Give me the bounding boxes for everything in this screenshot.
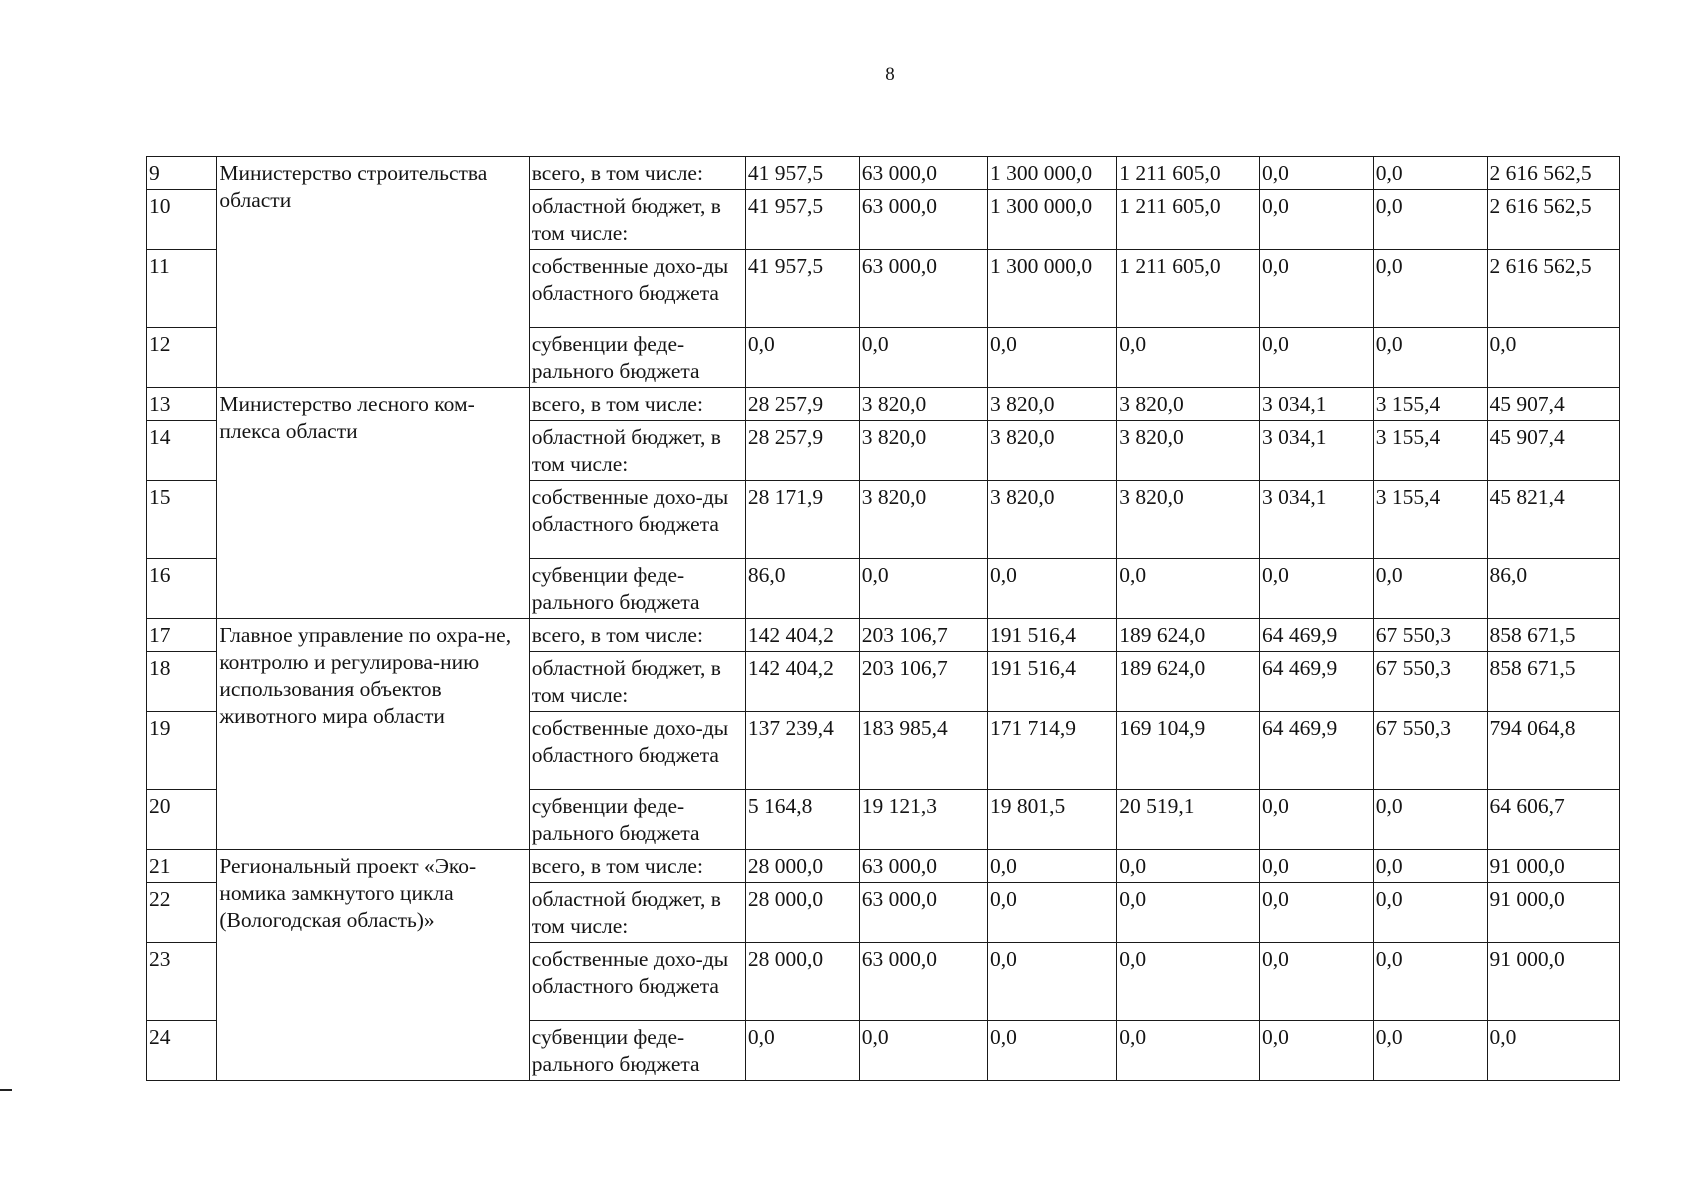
- year-value: 19 121,3: [859, 790, 987, 850]
- table-row: [147, 850, 1620, 883]
- funding-source: областной бюджет, в том числе:: [529, 421, 745, 481]
- year-value: 20 519,1: [1117, 790, 1260, 850]
- year-value: 3 820,0: [1117, 481, 1260, 559]
- year-value: 0,0: [1259, 1021, 1373, 1081]
- year-value: 28 257,9: [745, 421, 859, 481]
- year-value: 63 000,0: [859, 157, 987, 190]
- year-value: 3 034,1: [1259, 421, 1373, 481]
- department-name: Министерство строительства области: [217, 157, 529, 388]
- year-value: 0,0: [1117, 943, 1260, 1021]
- year-value: 41 957,5: [745, 190, 859, 250]
- year-value: 1 300 000,0: [987, 250, 1116, 328]
- row-number: 13: [147, 388, 217, 421]
- year-value: 0,0: [859, 328, 987, 388]
- total-value: 91 000,0: [1487, 850, 1619, 883]
- year-value: 63 000,0: [859, 883, 987, 943]
- funding-source: областной бюджет, в том числе:: [529, 652, 745, 712]
- year-value: 0,0: [987, 559, 1116, 619]
- total-value: 64 606,7: [1487, 790, 1619, 850]
- year-value: 64 469,9: [1259, 712, 1373, 790]
- year-value: 0,0: [1117, 1021, 1260, 1081]
- total-value: 45 907,4: [1487, 388, 1619, 421]
- row-number: 20: [147, 790, 217, 850]
- year-value: 189 624,0: [1117, 652, 1260, 712]
- year-value: 142 404,2: [745, 619, 859, 652]
- funding-source: субвенции феде-рального бюджета: [529, 1021, 745, 1081]
- year-value: 0,0: [1117, 559, 1260, 619]
- year-value: 3 034,1: [1259, 481, 1373, 559]
- year-value: 67 550,3: [1373, 619, 1487, 652]
- funding-source: всего, в том числе:: [529, 388, 745, 421]
- year-value: 3 155,4: [1373, 388, 1487, 421]
- total-value: 2 616 562,5: [1487, 250, 1619, 328]
- year-value: 1 211 605,0: [1117, 250, 1260, 328]
- year-value: 1 300 000,0: [987, 190, 1116, 250]
- funding-source: субвенции феде-рального бюджета: [529, 790, 745, 850]
- year-value: 41 957,5: [745, 250, 859, 328]
- row-number: 18: [147, 652, 217, 712]
- year-value: 0,0: [1259, 790, 1373, 850]
- row-number: 11: [147, 250, 217, 328]
- department-name: Министерство лесного ком-плекса области: [217, 388, 529, 619]
- funding-source: всего, в том числе:: [529, 850, 745, 883]
- row-number: 21: [147, 850, 217, 883]
- year-value: 0,0: [1373, 157, 1487, 190]
- funding-source: субвенции феде-рального бюджета: [529, 328, 745, 388]
- year-value: 64 469,9: [1259, 652, 1373, 712]
- year-value: 0,0: [1117, 850, 1260, 883]
- year-value: 0,0: [1373, 559, 1487, 619]
- total-value: 86,0: [1487, 559, 1619, 619]
- year-value: 0,0: [987, 943, 1116, 1021]
- year-value: 28 257,9: [745, 388, 859, 421]
- year-value: 0,0: [1259, 250, 1373, 328]
- year-value: 64 469,9: [1259, 619, 1373, 652]
- year-value: 183 985,4: [859, 712, 987, 790]
- year-value: 3 155,4: [1373, 421, 1487, 481]
- year-value: 63 000,0: [859, 250, 987, 328]
- funding-source: собственные дохо-ды областного бюджета: [529, 712, 745, 790]
- year-value: 0,0: [1117, 328, 1260, 388]
- funding-source: собственные дохо-ды областного бюджета: [529, 943, 745, 1021]
- total-value: 45 821,4: [1487, 481, 1619, 559]
- table-row: [147, 619, 1620, 652]
- year-value: 0,0: [1373, 190, 1487, 250]
- year-value: 0,0: [1259, 883, 1373, 943]
- year-value: 3 820,0: [987, 481, 1116, 559]
- year-value: 28 000,0: [745, 883, 859, 943]
- funding-source: субвенции феде-рального бюджета: [529, 559, 745, 619]
- year-value: 63 000,0: [859, 850, 987, 883]
- row-number: 14: [147, 421, 217, 481]
- row-number: 24: [147, 1021, 217, 1081]
- total-value: 0,0: [1487, 1021, 1619, 1081]
- year-value: 0,0: [1259, 328, 1373, 388]
- year-value: 0,0: [1373, 1021, 1487, 1081]
- margin-mark: [0, 1089, 12, 1091]
- year-value: 67 550,3: [1373, 652, 1487, 712]
- year-value: 28 171,9: [745, 481, 859, 559]
- year-value: 19 801,5: [987, 790, 1116, 850]
- year-value: 0,0: [1259, 850, 1373, 883]
- funding-source: областной бюджет, в том числе:: [529, 883, 745, 943]
- year-value: 0,0: [1259, 559, 1373, 619]
- year-value: 0,0: [1373, 790, 1487, 850]
- total-value: 794 064,8: [1487, 712, 1619, 790]
- total-value: 91 000,0: [1487, 883, 1619, 943]
- year-value: 86,0: [745, 559, 859, 619]
- year-value: 28 000,0: [745, 850, 859, 883]
- year-value: 0,0: [987, 883, 1116, 943]
- funding-source: собственные дохо-ды областного бюджета: [529, 250, 745, 328]
- year-value: 191 516,4: [987, 619, 1116, 652]
- row-number: 22: [147, 883, 217, 943]
- funding-source: собственные дохо-ды областного бюджета: [529, 481, 745, 559]
- year-value: 3 820,0: [859, 388, 987, 421]
- year-value: 1 211 605,0: [1117, 190, 1260, 250]
- page-number: 8: [885, 64, 895, 85]
- row-number: 17: [147, 619, 217, 652]
- year-value: 0,0: [987, 328, 1116, 388]
- year-value: 3 820,0: [987, 421, 1116, 481]
- year-value: 0,0: [1373, 850, 1487, 883]
- year-value: 28 000,0: [745, 943, 859, 1021]
- year-value: 3 820,0: [1117, 421, 1260, 481]
- year-value: 203 106,7: [859, 619, 987, 652]
- year-value: 0,0: [745, 328, 859, 388]
- year-value: 0,0: [1373, 328, 1487, 388]
- funding-source: областной бюджет, в том числе:: [529, 190, 745, 250]
- row-number: 10: [147, 190, 217, 250]
- year-value: 189 624,0: [1117, 619, 1260, 652]
- year-value: 0,0: [1373, 250, 1487, 328]
- year-value: 0,0: [1373, 883, 1487, 943]
- year-value: 3 820,0: [987, 388, 1116, 421]
- year-value: 171 714,9: [987, 712, 1116, 790]
- year-value: 63 000,0: [859, 190, 987, 250]
- year-value: 3 820,0: [859, 421, 987, 481]
- table-row: [147, 157, 1620, 190]
- year-value: 1 300 000,0: [987, 157, 1116, 190]
- row-number: 23: [147, 943, 217, 1021]
- year-value: 137 239,4: [745, 712, 859, 790]
- year-value: 3 820,0: [859, 481, 987, 559]
- year-value: 0,0: [1259, 157, 1373, 190]
- year-value: 0,0: [1259, 190, 1373, 250]
- year-value: 0,0: [745, 1021, 859, 1081]
- funding-source: всего, в том числе:: [529, 157, 745, 190]
- year-value: 0,0: [859, 1021, 987, 1081]
- department-name: Главное управление по охра-не, контролю и регулирова-нию использования объектов животного мира области: [217, 619, 529, 850]
- year-value: 142 404,2: [745, 652, 859, 712]
- year-value: 0,0: [1259, 943, 1373, 1021]
- year-value: 203 106,7: [859, 652, 987, 712]
- row-number: 16: [147, 559, 217, 619]
- row-number: 15: [147, 481, 217, 559]
- year-value: 0,0: [987, 1021, 1116, 1081]
- table-row: [147, 388, 1620, 421]
- year-value: 41 957,5: [745, 157, 859, 190]
- total-value: 2 616 562,5: [1487, 190, 1619, 250]
- year-value: 67 550,3: [1373, 712, 1487, 790]
- total-value: 0,0: [1487, 328, 1619, 388]
- year-value: 63 000,0: [859, 943, 987, 1021]
- year-value: 191 516,4: [987, 652, 1116, 712]
- department-name: Региональный проект «Эко-номика замкнутого цикла (Вологодская область)»: [217, 850, 529, 1081]
- year-value: 3 155,4: [1373, 481, 1487, 559]
- row-number: 19: [147, 712, 217, 790]
- row-number: 9: [147, 157, 217, 190]
- year-value: 169 104,9: [1117, 712, 1260, 790]
- total-value: 91 000,0: [1487, 943, 1619, 1021]
- year-value: 1 211 605,0: [1117, 157, 1260, 190]
- year-value: 0,0: [1373, 943, 1487, 1021]
- funding-source: всего, в том числе:: [529, 619, 745, 652]
- row-number: 12: [147, 328, 217, 388]
- year-value: 0,0: [987, 850, 1116, 883]
- year-value: 3 820,0: [1117, 388, 1260, 421]
- year-value: 3 034,1: [1259, 388, 1373, 421]
- year-value: 0,0: [859, 559, 987, 619]
- budget-table: [146, 156, 1620, 1081]
- year-value: 5 164,8: [745, 790, 859, 850]
- total-value: 45 907,4: [1487, 421, 1619, 481]
- year-value: 0,0: [1117, 883, 1260, 943]
- total-value: 858 671,5: [1487, 619, 1619, 652]
- total-value: 858 671,5: [1487, 652, 1619, 712]
- total-value: 2 616 562,5: [1487, 157, 1619, 190]
